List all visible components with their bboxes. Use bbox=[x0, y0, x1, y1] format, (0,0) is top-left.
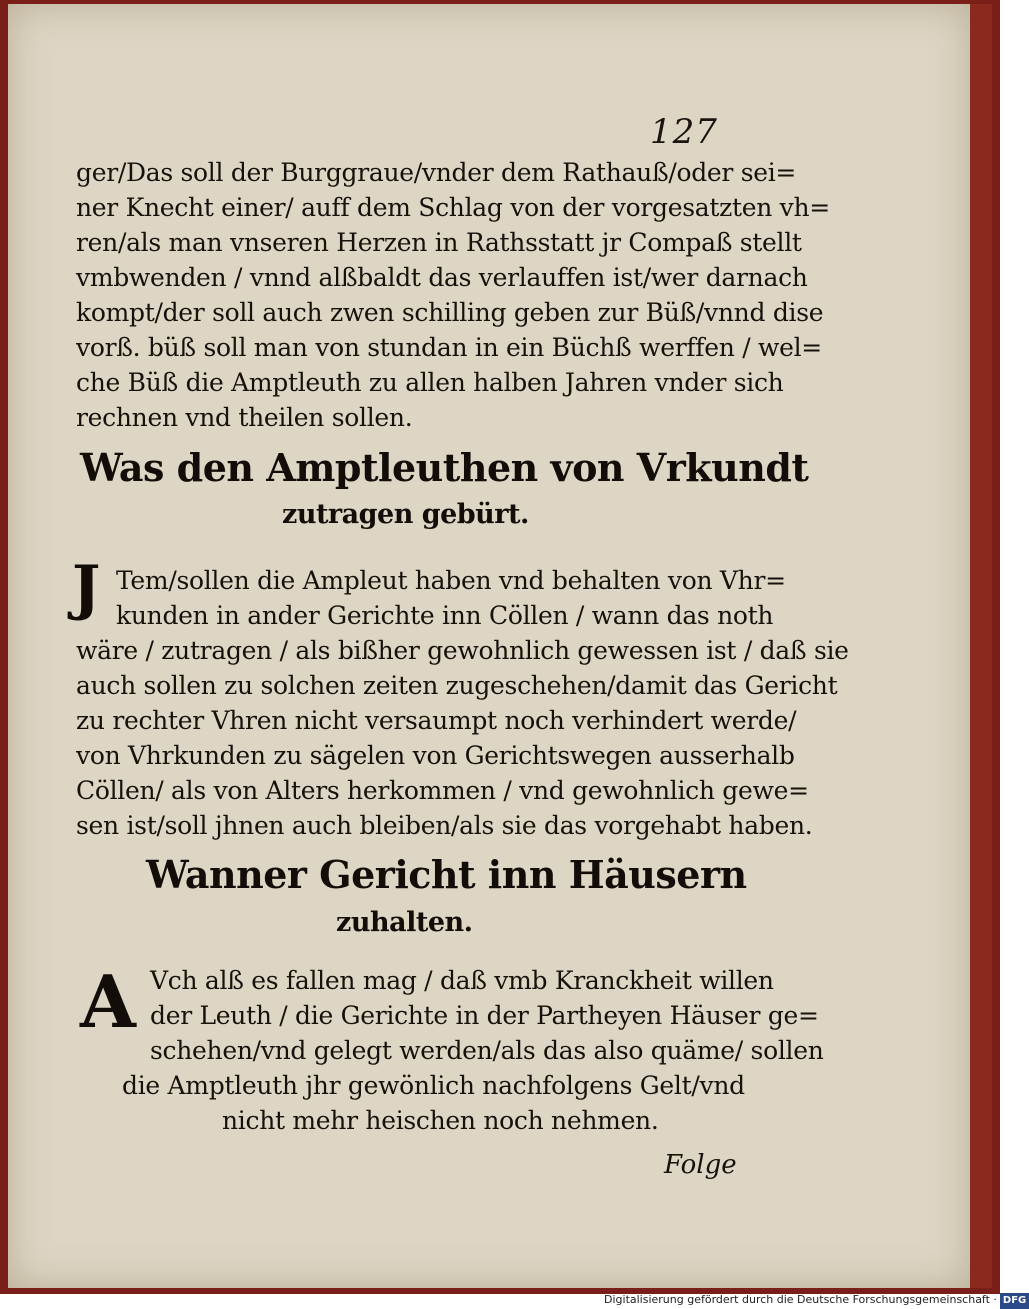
section-subheading-2: zuhalten. bbox=[336, 907, 473, 938]
text-line: Cöllen/ als von Alters herkommen / vnd gewohnlich gewe= bbox=[76, 776, 809, 805]
text-line: ren/als man vnseren Herzen in Rathsstatt jr Compaß stellt bbox=[76, 228, 802, 257]
text-line: zu rechter Vhren nicht versaumpt noch verhindert werde/ bbox=[76, 706, 797, 735]
initial-letter: A bbox=[80, 959, 136, 1044]
section-heading-2: Wanner Gericht inn Häusern bbox=[146, 852, 747, 897]
text-line: nicht mehr heischen noch nehmen. bbox=[222, 1106, 659, 1135]
text-line: auch sollen zu solchen zeiten zugeschehen/damit das Gericht bbox=[76, 671, 838, 700]
page-number: 127 bbox=[650, 112, 718, 152]
text-line: Tem/sollen die Ampleut haben vnd behalten von Vhr= bbox=[116, 566, 786, 595]
text-line: schehen/vnd gelegt werden/als das also quäme/ sollen bbox=[150, 1036, 824, 1065]
catchword: Folge bbox=[664, 1150, 737, 1180]
text-line: ger/Das soll der Burggraue/vnder dem Rathauß/oder sei= bbox=[76, 158, 797, 187]
footer-text: Digitalisierung gefördert durch die Deutsche Forschungsgemeinschaft · bbox=[604, 1293, 997, 1306]
dfg-logo: DFG bbox=[1000, 1293, 1029, 1309]
text-line: die Amptleuth jhr gewönlich nachfolgens Gelt/vnd bbox=[122, 1071, 745, 1100]
section-subheading-1: zutragen gebürt. bbox=[282, 499, 529, 530]
text-line: kompt/der soll auch zwen schilling geben zur Büß/vnnd dise bbox=[76, 298, 824, 327]
text-line: von Vhrkunden zu sägelen von Gerichtswegen ausserhalb bbox=[76, 741, 795, 770]
text-line: vmbwenden / vnnd alßbaldt das verlauffen ist/wer darnach bbox=[76, 263, 808, 292]
text-line: Vch alß es fallen mag / daß vmb Kranckheit willen bbox=[150, 966, 774, 995]
text-line: sen ist/soll jhnen auch bleiben/als sie das vorgehabt haben. bbox=[76, 811, 813, 840]
initial-letter: J bbox=[72, 553, 101, 623]
text-line: ner Knecht einer/ auff dem Schlag von der vorgesatzten vh= bbox=[76, 193, 830, 222]
funding-footer bbox=[604, 1292, 1027, 1308]
text-line: che Büß die Amptleuth zu allen halben Jahren vnder sich bbox=[76, 368, 784, 397]
text-line: vorß. büß soll man von stundan in ein Büchß werffen / wel= bbox=[76, 333, 822, 362]
text-line: rechnen vnd theilen sollen. bbox=[76, 403, 413, 432]
section-heading-1: Was den Amptleuthen von Vrkundt bbox=[80, 445, 809, 490]
text-line: der Leuth / die Gerichte in der Partheyen Häuser ge= bbox=[150, 1001, 819, 1030]
text-line: wäre / zutragen / als bißher gewohnlich gewessen ist / daß sie bbox=[76, 636, 849, 665]
text-line: kunden in ander Gerichte inn Cöllen / wann das noth bbox=[116, 601, 774, 630]
